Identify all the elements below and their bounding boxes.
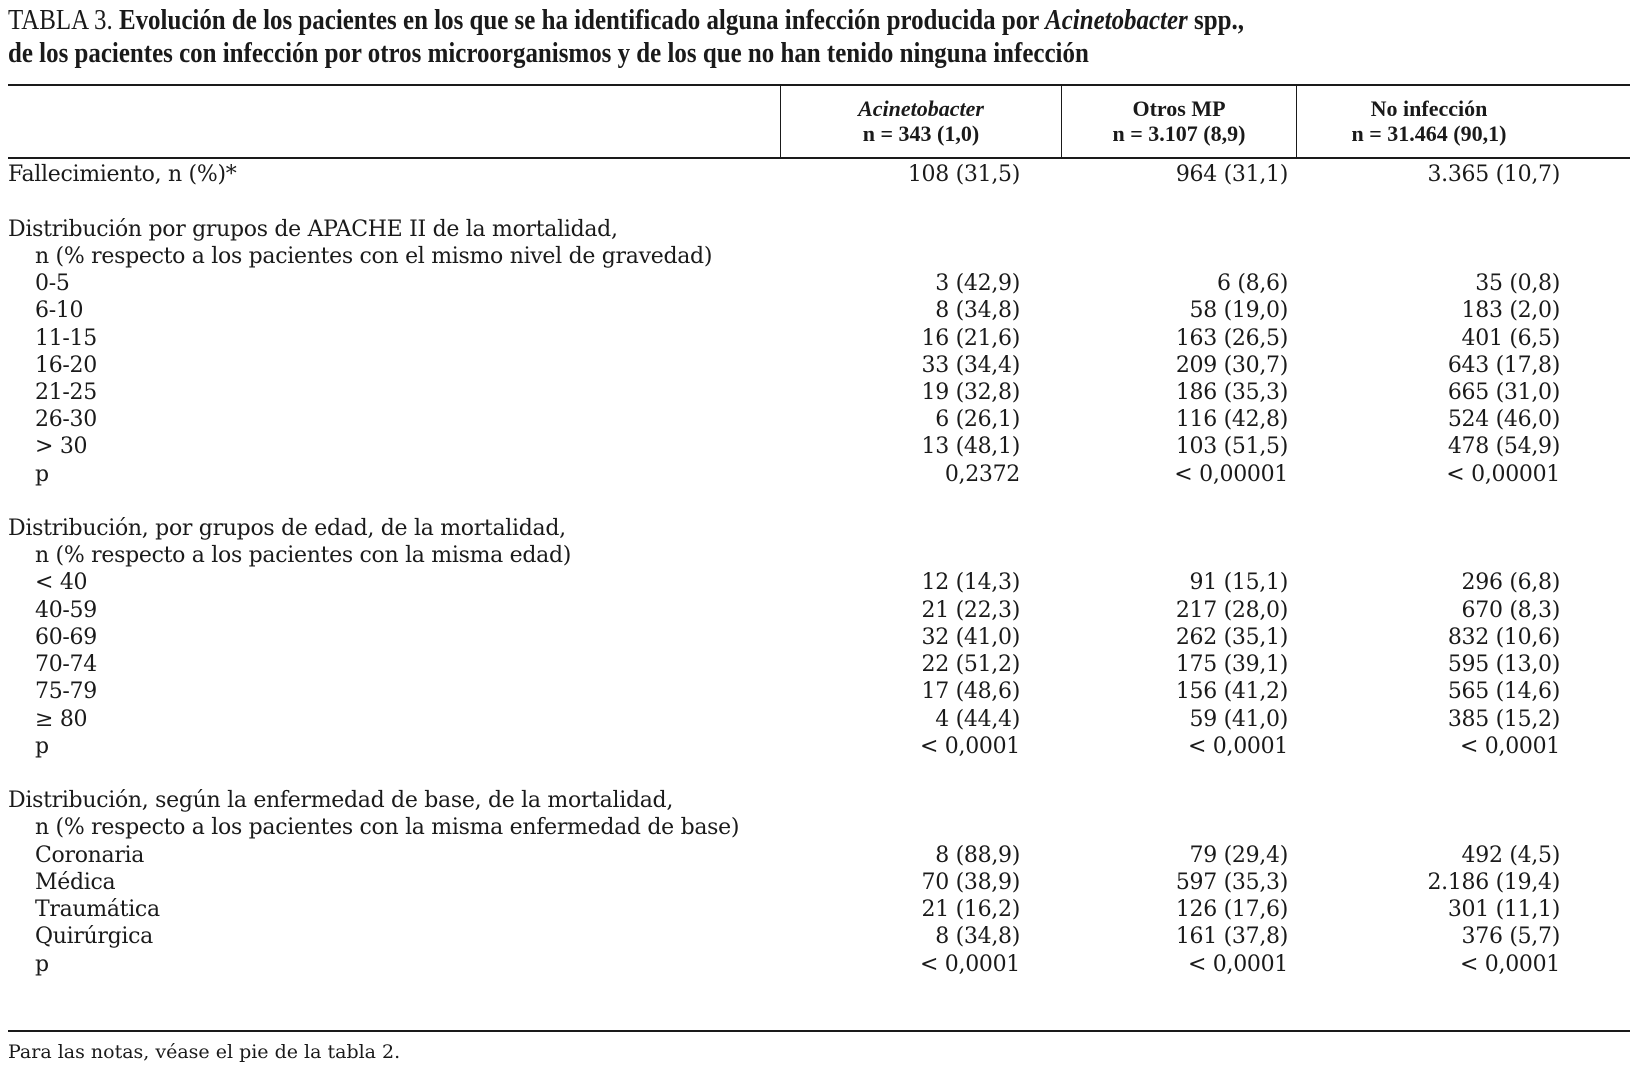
row-value-col1: 0,2372 xyxy=(944,462,1020,487)
column-n: n = 343 (1,0) xyxy=(862,121,980,146)
row-value-col3: 832 (10,6) xyxy=(1447,625,1560,650)
table-footnote: Para las notas, véase el pie de la tabla 2. xyxy=(8,1041,401,1063)
row-value-col3: 2.186 (19,4) xyxy=(1427,870,1560,895)
column-n: n = 3.107 (8,9) xyxy=(1112,121,1246,146)
row-label: Coronaria xyxy=(35,843,145,868)
column-name: Otros MP xyxy=(1132,96,1226,121)
row-value-col1: 16 (21,6) xyxy=(921,326,1020,351)
row-label: 11-15 xyxy=(35,326,97,351)
row-value-col1: 21 (22,3) xyxy=(921,598,1020,623)
row-value-col1: 108 (31,5) xyxy=(907,162,1020,187)
row-value-col2: 964 (31,1) xyxy=(1175,162,1288,187)
table-bottom-rule xyxy=(8,1030,1630,1032)
row-label: 60-69 xyxy=(35,625,97,650)
row-value-col1: 8 (34,8) xyxy=(935,924,1020,949)
row-value-col3: 665 (31,0) xyxy=(1447,380,1560,405)
row-value-col3: 478 (54,9) xyxy=(1447,434,1560,459)
row-label: Médica xyxy=(35,870,116,895)
row-value-col2: 103 (51,5) xyxy=(1175,434,1288,459)
row-label: 40-59 xyxy=(35,598,97,623)
row-value-col1: < 0,0001 xyxy=(919,952,1020,977)
column-header-acinetobacter xyxy=(781,96,1061,146)
table-top-rule xyxy=(8,84,1630,86)
row-value-col2: < 0,0001 xyxy=(1187,952,1288,977)
row-value-col2: 161 (37,8) xyxy=(1175,924,1288,949)
row-label: Fallecimiento, n (%)* xyxy=(8,162,237,187)
row-label: 26-30 xyxy=(35,407,97,432)
header-bottom-rule xyxy=(8,157,1630,159)
row-label: Distribución por grupos de APACHE II de la mortalidad, xyxy=(8,217,618,242)
row-label: p xyxy=(35,462,49,487)
column-header-otros-mp xyxy=(1062,96,1296,146)
row-value-col1: 13 (48,1) xyxy=(921,434,1020,459)
row-value-col2: 597 (35,3) xyxy=(1175,870,1288,895)
row-label: 21-25 xyxy=(35,380,97,405)
row-label: Distribución, según la enfermedad de base, de la mortalidad, xyxy=(8,788,674,813)
row-label: 16-20 xyxy=(35,353,97,378)
title-text-1b: spp., xyxy=(1187,4,1244,36)
row-value-col3: 3.365 (10,7) xyxy=(1427,162,1560,187)
row-value-col1: 8 (34,8) xyxy=(935,298,1020,323)
table-title xyxy=(8,4,1401,70)
row-value-col2: 6 (8,6) xyxy=(1216,271,1288,296)
row-value-col2: 163 (26,5) xyxy=(1175,326,1288,351)
row-value-col3: 595 (13,0) xyxy=(1447,652,1560,677)
row-value-col1: 19 (32,8) xyxy=(921,380,1020,405)
title-italic-organism: Acinetobacter xyxy=(1045,4,1188,36)
row-label: p xyxy=(35,952,49,977)
row-value-col2: 116 (42,8) xyxy=(1175,407,1288,432)
row-value-col1: 70 (38,9) xyxy=(921,870,1020,895)
row-label: ≥ 80 xyxy=(35,707,88,732)
title-line-1 xyxy=(8,4,1401,37)
row-value-col1: 8 (88,9) xyxy=(935,843,1020,868)
row-value-col2: 262 (35,1) xyxy=(1175,625,1288,650)
row-value-col3: 376 (5,7) xyxy=(1461,924,1560,949)
title-line-2: de los pacientes con infección por otros microorganismos y de los que no han tenido ninguna infección xyxy=(8,37,1089,69)
row-value-col2: 186 (35,3) xyxy=(1175,380,1288,405)
row-value-col2: < 0,00001 xyxy=(1174,462,1288,487)
column-name: No infección xyxy=(1370,96,1488,121)
row-value-col3: 35 (0,8) xyxy=(1475,271,1560,296)
row-label: n (% respecto a los pacientes con la misma edad) xyxy=(35,543,572,568)
table-label: TABLA 3. xyxy=(8,4,113,36)
row-value-col1: 22 (51,2) xyxy=(921,652,1020,677)
row-value-col1: 12 (14,3) xyxy=(921,570,1020,595)
row-label: 70-74 xyxy=(35,652,97,677)
row-value-col2: 58 (19,0) xyxy=(1189,298,1288,323)
row-value-col3: 296 (6,8) xyxy=(1461,570,1560,595)
row-value-col3: < 0,0001 xyxy=(1459,734,1560,759)
row-label: > 30 xyxy=(35,434,88,459)
row-value-col3: < 0,0001 xyxy=(1459,952,1560,977)
row-value-col3: 524 (46,0) xyxy=(1447,407,1560,432)
row-value-col1: 3 (42,9) xyxy=(935,271,1020,296)
row-value-col2: 91 (15,1) xyxy=(1189,570,1288,595)
row-label: < 40 xyxy=(35,570,88,595)
row-value-col3: 183 (2,0) xyxy=(1461,298,1560,323)
row-value-col2: 156 (41,2) xyxy=(1175,679,1288,704)
row-value-col2: 217 (28,0) xyxy=(1175,598,1288,623)
row-label: 75-79 xyxy=(35,679,97,704)
row-value-col3: 301 (11,1) xyxy=(1447,897,1560,922)
row-value-col2: 59 (41,0) xyxy=(1189,707,1288,732)
row-value-col3: 565 (14,6) xyxy=(1447,679,1560,704)
row-label: Quirúrgica xyxy=(35,924,154,949)
row-label: n (% respecto a los pacientes con el mismo nivel de gravedad) xyxy=(35,244,713,269)
row-value-col2: 79 (29,4) xyxy=(1189,843,1288,868)
row-value-col1: 4 (44,4) xyxy=(935,707,1020,732)
row-value-col3: 492 (4,5) xyxy=(1461,843,1560,868)
row-value-col3: < 0,00001 xyxy=(1446,462,1560,487)
row-value-col1: 21 (16,2) xyxy=(921,897,1020,922)
row-value-col1: < 0,0001 xyxy=(919,734,1020,759)
row-label: 6-10 xyxy=(35,298,84,323)
row-label: n (% respecto a los pacientes con la misma enfermedad de base) xyxy=(35,815,740,840)
row-value-col2: 175 (39,1) xyxy=(1175,652,1288,677)
column-header-no-infeccion xyxy=(1297,96,1561,146)
row-value-col2: 126 (17,6) xyxy=(1175,897,1288,922)
row-value-col1: 33 (34,4) xyxy=(921,353,1020,378)
column-name: Acinetobacter xyxy=(858,96,984,121)
row-value-col3: 385 (15,2) xyxy=(1447,707,1560,732)
row-label: Traumática xyxy=(35,897,160,922)
row-label: Distribución, por grupos de edad, de la mortalidad, xyxy=(8,516,566,541)
row-label: 0-5 xyxy=(35,271,70,296)
title-text-1a: Evolución de los pacientes en los que se ha identificado alguna infección producida por xyxy=(118,4,1046,36)
row-value-col3: 401 (6,5) xyxy=(1461,326,1560,351)
row-value-col1: 32 (41,0) xyxy=(921,625,1020,650)
row-value-col2: 209 (30,7) xyxy=(1175,353,1288,378)
row-value-col3: 643 (17,8) xyxy=(1447,353,1560,378)
row-value-col1: 17 (48,6) xyxy=(921,679,1020,704)
row-label: p xyxy=(35,734,49,759)
row-value-col1: 6 (26,1) xyxy=(935,407,1020,432)
column-n: n = 31.464 (90,1) xyxy=(1351,121,1507,146)
row-value-col2: < 0,0001 xyxy=(1187,734,1288,759)
row-value-col3: 670 (8,3) xyxy=(1461,598,1560,623)
